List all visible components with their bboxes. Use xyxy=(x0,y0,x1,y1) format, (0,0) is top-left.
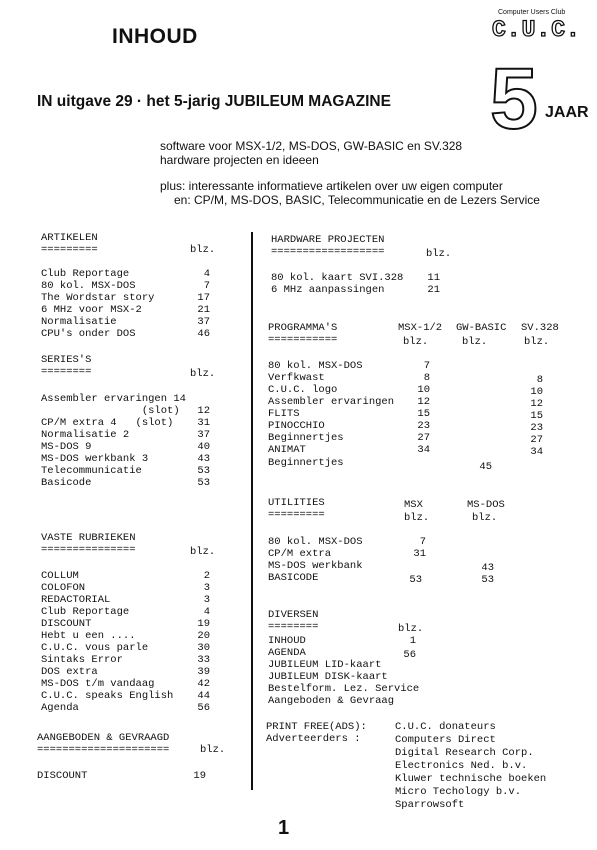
section-heading-diversen: DIVERSEN xyxy=(268,609,319,621)
page-number: 21 xyxy=(197,304,210,316)
list-item: Sintaks Error xyxy=(41,654,123,666)
list-item: Sparrowsoft xyxy=(395,799,465,811)
section-underline: ======== xyxy=(41,366,92,378)
page-number: 20 xyxy=(197,630,210,642)
table-row-label: 80 kol. MSX-DOS xyxy=(268,536,363,548)
list-item: C.U.C. donateurs xyxy=(395,721,496,733)
page-number: 8 xyxy=(536,374,543,386)
list-item: JUBILEUM LID-kaart xyxy=(268,659,382,671)
list-item: JUBILEUM DISK-kaart xyxy=(268,671,388,683)
list-item: DOS extra xyxy=(41,666,98,678)
page-number: 31 xyxy=(197,417,210,429)
list-item: C.U.C. speaks English xyxy=(41,690,174,702)
page-number: 40 xyxy=(197,441,210,453)
page-number: 37 xyxy=(197,316,210,328)
page-number: 7 xyxy=(419,536,426,548)
list-item: C.U.C. vous parle xyxy=(41,642,149,654)
page-number: 53 xyxy=(197,477,210,489)
advertisers-label: Adverteerders : xyxy=(266,733,361,745)
section-heading-programmas: PROGRAMMA'S xyxy=(268,322,338,334)
list-item: Club Reportage xyxy=(41,606,130,618)
blz-label: blz. xyxy=(462,336,488,348)
club-logo: C.U.C. xyxy=(492,17,581,43)
list-item: MS-DOS werkbank 3 xyxy=(41,453,149,465)
intro-line-3: plus: interessante informatieve artikelen over uw eigen computer xyxy=(160,179,503,193)
page-number: 33 xyxy=(197,654,210,666)
page-number: 23 xyxy=(417,420,430,432)
list-item: CPU's onder DOS xyxy=(41,328,136,340)
list-item: COLLUM xyxy=(41,570,79,582)
section-heading-aangeboden: AANGEBODEN & GEVRAAGD xyxy=(37,732,170,744)
list-item: MS-DOS 9 xyxy=(41,441,92,453)
page-number: 44 xyxy=(197,690,210,702)
page-number: 12 xyxy=(530,398,543,410)
blz-label: blz. xyxy=(200,744,226,756)
column-header-msx: MSX xyxy=(404,499,423,511)
page-number: 7 xyxy=(423,360,430,372)
page-number: 37 xyxy=(197,429,210,441)
page-number: 27 xyxy=(417,432,430,444)
column-header-gwbasic: GW-BASIC xyxy=(456,322,507,334)
table-row-label: BASICODE xyxy=(268,572,319,584)
list-item: Digital Research Corp. xyxy=(395,747,534,759)
page-number: 53 xyxy=(409,574,422,586)
list-item: 6 MHz voor MSX-2 xyxy=(41,304,142,316)
blz-label: blz. xyxy=(403,336,429,348)
section-underline: ========= xyxy=(41,244,98,256)
page-number: 53 xyxy=(481,574,494,586)
list-item: Bestelform. Lez. Service xyxy=(268,683,420,695)
page-number: 3 xyxy=(203,594,210,606)
page-number: 15 xyxy=(417,408,430,420)
blz-label: blz. xyxy=(398,623,424,635)
table-row-label: CP/M extra xyxy=(268,548,332,560)
table-row-label: C.U.C. logo xyxy=(268,384,338,396)
club-subtitle: Computer Users Club xyxy=(498,9,566,16)
section-heading-vaste-rubrieken: VASTE RUBRIEKEN xyxy=(41,532,136,544)
page-number: 12 xyxy=(417,396,430,408)
table-row-label: FLITS xyxy=(268,408,300,420)
table-row-label: Beginnertjes xyxy=(268,432,344,444)
page-number: 21 xyxy=(427,284,440,296)
list-item: COLOFON xyxy=(41,582,86,594)
section-heading-hardware: HARDWARE PROJECTEN xyxy=(271,234,385,246)
table-row-label: Beginnertjes xyxy=(268,457,344,469)
page-number: 7 xyxy=(203,280,210,292)
page-number: 12 xyxy=(197,405,210,417)
section-heading-utilities: UTILITIES xyxy=(268,497,325,509)
table-row-label: 80 kol. MSX-DOS xyxy=(268,360,363,372)
list-item: 80 kol. MSX-DOS xyxy=(41,280,136,292)
page-number: 34 xyxy=(417,444,430,456)
section-underline: =============== xyxy=(41,544,136,556)
list-item: Basicode xyxy=(41,477,92,489)
section-heading-artikelen: ARTIKELEN xyxy=(41,232,98,244)
blz-label: blz. xyxy=(190,368,216,380)
blz-label: blz. xyxy=(524,336,550,348)
page-number: 23 xyxy=(530,422,543,434)
page-number: 4 xyxy=(203,268,210,280)
table-row-label: ANIMAT xyxy=(268,444,306,456)
page-number: 2 xyxy=(203,570,210,582)
list-item: INHOUD xyxy=(268,635,306,647)
table-row-label: Verfkwast xyxy=(268,372,325,384)
page-number: 39 xyxy=(197,666,210,678)
list-item: Kluwer technische boeken xyxy=(395,773,547,785)
page-number: 30 xyxy=(197,642,210,654)
list-item: Aangeboden & Gevraag xyxy=(268,695,395,707)
page-number: 43 xyxy=(197,453,210,465)
page-number: 43 xyxy=(481,562,494,574)
page-number: 19 xyxy=(193,770,206,782)
blz-label: blz. xyxy=(472,512,498,524)
section-underline: ===================== xyxy=(37,744,170,756)
print-free-label: PRINT FREE(ADS): xyxy=(266,721,367,733)
page-title: INHOUD xyxy=(112,25,198,48)
intro-line-1: software voor MSX-1/2, MS-DOS, GW-BASIC en SV.328 xyxy=(160,139,463,153)
list-item: Electronics Ned. b.v. xyxy=(395,760,528,772)
section-underline: ========= xyxy=(268,509,325,521)
list-item: The Wordstar story xyxy=(41,292,155,304)
page-number: 27 xyxy=(530,434,543,446)
list-item: REDACTORIAL xyxy=(41,594,111,606)
list-item: Micro Techology b.v. xyxy=(395,786,522,798)
jubilee-word: JAAR xyxy=(545,104,589,121)
page-number: 8 xyxy=(423,372,430,384)
list-item: Telecommunicatie xyxy=(41,465,142,477)
table-row-label: PINOCCHIO xyxy=(268,420,325,432)
column-header-msdos: MS-DOS xyxy=(467,499,505,511)
blz-label: blz. xyxy=(190,546,216,558)
column-header-msx: MSX-1/2 xyxy=(398,322,443,334)
page-number: 56 xyxy=(403,649,416,661)
list-item: Normalisatie 2 xyxy=(41,429,130,441)
page-number: 56 xyxy=(197,702,210,714)
table-row-label: MS-DOS werkbank xyxy=(268,560,363,572)
blz-label: blz. xyxy=(404,512,430,524)
blz-label: blz. xyxy=(190,244,216,256)
list-item: AGENDA xyxy=(268,647,306,659)
list-item: Computers Direct xyxy=(395,734,496,746)
list-item: DISCOUNT xyxy=(37,770,88,782)
page-number: 10 xyxy=(417,384,430,396)
page-number: 46 xyxy=(197,328,210,340)
section-underline: ======== xyxy=(268,621,319,633)
table-row-label: Assembler ervaringen xyxy=(268,396,395,408)
page-number: 11 xyxy=(427,272,440,284)
page-number: 1 xyxy=(409,635,416,647)
page-number: 10 xyxy=(530,386,543,398)
column-header-sv328: SV.328 xyxy=(521,322,559,334)
page-number-footer: 1 xyxy=(278,817,290,839)
list-item: Agenda xyxy=(41,702,79,714)
list-item: Normalisatie xyxy=(41,316,117,328)
page-number: 53 xyxy=(197,465,210,477)
list-item: MS-DOS t/m vandaag xyxy=(41,678,155,690)
page-number: 45 xyxy=(479,461,492,473)
jubilee-number: 5 xyxy=(490,51,538,147)
list-item: 80 kol. kaart SVI.328 xyxy=(271,272,404,284)
page-number: 31 xyxy=(413,548,426,560)
page-number: 19 xyxy=(197,618,210,630)
column-divider xyxy=(251,232,253,790)
page-number: 3 xyxy=(203,582,210,594)
section-underline: ================== xyxy=(271,246,385,258)
list-item: Hebt u een .... xyxy=(41,630,136,642)
list-item: DISCOUNT xyxy=(41,618,92,630)
list-item: Club Reportage xyxy=(41,268,130,280)
list-item: (slot) xyxy=(41,405,180,417)
intro-line-4: en: CP/M, MS-DOS, BASIC, Telecommunicatie en de Lezers Service xyxy=(174,193,540,207)
page-number: 34 xyxy=(530,446,543,458)
intro-line-2: hardware projecten en ideeen xyxy=(160,153,319,167)
page-number: 15 xyxy=(530,410,543,422)
section-underline: =========== xyxy=(268,334,338,346)
headline: IN uitgave 29 · het 5-jarig JUBILEUM MAGAZINE xyxy=(37,93,391,110)
section-heading-series: SERIES'S xyxy=(41,354,92,366)
page-number: 4 xyxy=(203,606,210,618)
page-number: 42 xyxy=(197,678,210,690)
list-item: Assembler ervaringen 14 xyxy=(41,393,186,405)
list-item: 6 MHz aanpassingen xyxy=(271,284,385,296)
page-number: 17 xyxy=(197,292,210,304)
list-item: CP/M extra 4 (slot) xyxy=(41,417,174,429)
blz-label: blz. xyxy=(426,248,452,260)
